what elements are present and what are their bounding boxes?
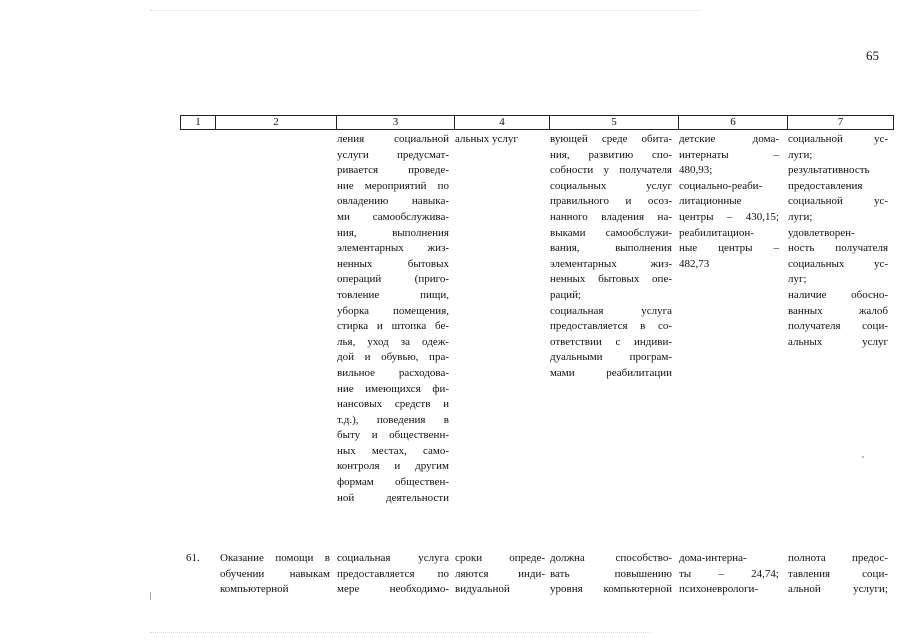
- text-line: выками самообслужи-: [550, 226, 672, 239]
- text-line: 480,93;: [679, 164, 713, 177]
- text-line: интернаты –: [679, 148, 779, 161]
- text-line: должна способство-: [550, 552, 672, 564]
- text-line: социальная услуга: [550, 304, 672, 317]
- text-line: элементарных жиз-: [337, 242, 449, 255]
- text-line: вующей среде обита-: [550, 133, 672, 145]
- row61-col2: [220, 551, 330, 598]
- scan-noise-bottom: [150, 632, 650, 637]
- text-line: быту и общественн-: [337, 429, 449, 442]
- text-line: вания, выполнения: [550, 242, 672, 255]
- text-line: социальная услуга: [337, 552, 449, 564]
- row61-col7: [788, 551, 888, 598]
- text-line: дома-интерна-: [679, 552, 747, 564]
- row61-col6: [679, 551, 779, 598]
- text-line: ние мероприятий по: [337, 179, 449, 192]
- text-line: ненных бытовых опе-: [550, 273, 672, 286]
- text-line: правильного и осоз-: [550, 195, 672, 208]
- text-line: мере необходимо-: [337, 583, 449, 596]
- text-line: стирка и штопка бе-: [337, 320, 449, 333]
- row61-col3: [337, 551, 449, 598]
- text-line: собности у получателя: [550, 164, 672, 177]
- text-line: овладению навыка-: [337, 195, 449, 208]
- scan-mark: [862, 456, 864, 458]
- text-line: Оказание помощи в: [220, 552, 330, 564]
- text-line: социальной ус-: [788, 133, 888, 145]
- text-line: социальной ус-: [788, 195, 888, 208]
- text-line: социально-реаби-: [679, 179, 763, 192]
- text-line: лья, уход за одеж-: [337, 335, 449, 348]
- text-line: видуальной: [455, 583, 510, 596]
- row61-col5: [550, 551, 672, 598]
- text-line: центры – 430,15;: [679, 210, 779, 223]
- text-line: ненных бытовых: [337, 257, 449, 270]
- text-line: ных местах, само-: [337, 444, 449, 457]
- row-number: 61.: [186, 552, 200, 564]
- text-line: мами реабилитации: [550, 366, 672, 379]
- text-line: наличие обосно-: [788, 288, 888, 301]
- row61-col4: [455, 551, 545, 598]
- text-line: альной услуги;: [788, 583, 888, 596]
- text-line: ривается проведе-: [337, 164, 449, 177]
- text-line: компьютерной: [220, 583, 289, 596]
- text-line: ми самообслужива-: [337, 210, 449, 223]
- text-line: уровня компьютерной: [550, 583, 672, 596]
- text-line: обучении навыкам: [220, 567, 330, 580]
- text-line: сроки опреде-: [455, 552, 545, 564]
- text-line: нансовых средств и: [337, 398, 449, 411]
- scan-mark: [150, 592, 151, 600]
- text-line: ность получателя: [788, 242, 888, 255]
- text-line: ответствии с индиви-: [550, 335, 672, 348]
- text-line: детские дома-: [679, 133, 779, 145]
- header-cell-6: 6: [679, 116, 788, 129]
- text-line: элементарных жиз-: [550, 257, 672, 270]
- text-line: полнота предос-: [788, 552, 888, 564]
- page-number: 65: [866, 48, 879, 63]
- text-line: т.д.), поведения в: [337, 413, 449, 426]
- text-line: дуальными програм-: [550, 351, 672, 364]
- text-line: получателя соци-: [788, 320, 888, 333]
- continued-col4: [455, 132, 543, 148]
- continued-col6: [679, 132, 779, 272]
- text-line: ния, выполнения: [337, 226, 449, 239]
- continued-col5: [550, 132, 672, 382]
- text-line: реабилитацион-: [679, 226, 754, 239]
- text-line: ные центры –: [679, 242, 779, 255]
- text-line: психоневрологи-: [679, 583, 759, 596]
- header-cell-2: 2: [216, 116, 337, 129]
- text-line: социальных услуг: [550, 179, 672, 192]
- header-cell-4: 4: [455, 116, 550, 129]
- text-line: услуги предусмат-: [337, 148, 449, 161]
- text-line: ванных жалоб: [788, 304, 888, 317]
- text-line: предоставления: [788, 179, 863, 192]
- text-line: результативность: [788, 164, 870, 177]
- text-line: вильное расходова-: [337, 366, 449, 379]
- text-line: ной деятельности: [337, 491, 449, 504]
- text-line: раций;: [550, 288, 582, 301]
- text-line: операций (приго-: [337, 273, 449, 286]
- text-line: луг;: [788, 273, 807, 286]
- text-line: дой и обувью, пра-: [337, 351, 449, 364]
- text-line: ния, развитию спо-: [550, 148, 672, 161]
- text-line: формам обществен-: [337, 476, 449, 489]
- text-line: литационные: [679, 195, 742, 208]
- text-line: вать повышению: [550, 567, 672, 580]
- text-line: ляются инди-: [455, 567, 545, 580]
- text-line: альных услуг: [455, 133, 518, 145]
- text-line: социальных ус-: [788, 257, 888, 270]
- continued-col7: [788, 132, 888, 350]
- text-line: уборка помещения,: [337, 304, 449, 317]
- text-line: удовлетворен-: [788, 226, 855, 239]
- header-cell-7: 7: [837, 116, 844, 128]
- text-line: луги;: [788, 210, 813, 223]
- text-line: ние имеющихся фи-: [337, 382, 449, 395]
- text-line: предоставляется в со-: [550, 320, 672, 333]
- text-line: предоставляется по: [337, 567, 449, 580]
- header-cell-3: 3: [337, 116, 455, 129]
- text-line: ления социальной: [337, 133, 449, 145]
- text-line: луги;: [788, 148, 813, 161]
- table-header-row: [180, 115, 894, 130]
- text-line: нанного владения на-: [550, 210, 672, 223]
- text-line: контроля и другим: [337, 460, 449, 473]
- continued-col3: [337, 132, 449, 506]
- text-line: товление пищи,: [337, 288, 449, 301]
- header-cell-5: 5: [550, 116, 679, 129]
- header-cell-1: 1: [181, 116, 216, 129]
- scan-noise-top: [150, 10, 700, 17]
- text-line: 482,73: [679, 257, 710, 270]
- text-line: тавления соци-: [788, 567, 888, 580]
- text-line: альных услуг: [788, 335, 888, 348]
- text-line: ты – 24,74;: [679, 567, 779, 580]
